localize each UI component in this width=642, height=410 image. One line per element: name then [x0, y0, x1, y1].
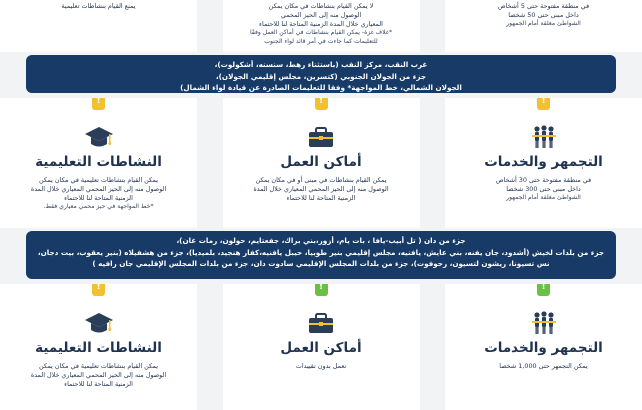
top-education-line1: يمنع القيام بنشاطات تعليمية	[61, 2, 136, 10]
bot-work-card	[223, 284, 420, 410]
top-gatherings-line2: داخل مبنى حتى 50 شخصا	[508, 11, 579, 19]
top-gatherings-card	[445, 0, 642, 52]
region-banner-2	[26, 231, 616, 279]
mid-education-line3: الزمنية المتاحة لنا للاحتماء	[64, 194, 133, 202]
bot-education-title: النشاطات التعليمية	[35, 340, 162, 356]
bot-education-line3: الزمنية المتاحة لنا للاحتماء	[64, 380, 133, 388]
mid-gatherings-line3: الشواطئ مغلقة أمام الجمهور	[506, 194, 581, 201]
bot-work-line1: نعمل بدون تقييدات	[295, 362, 347, 370]
banner1-line2: جزء من الجولان الجنوبي (كتسرين، مجلس إقليمي الجولان)،	[215, 71, 427, 81]
top-row	[0, 0, 642, 52]
bot-gatherings-title: التجمهر والخدمات	[484, 340, 603, 356]
bot-gatherings-card	[445, 284, 642, 410]
banner2-line1: جزء من دان ( تل أبيب-يافا ، بات يام، أزور،بني براك، جفعتايم، حولون، رمات غان)،	[176, 236, 466, 245]
banner1-line3: الجولان الشمالي، خط المواجهة* وفقا للتعليمات الصادرة عن قيادة لواء الشمال)	[180, 83, 462, 92]
top-work-line3: المعياري خلال المدة الزمنية المتاحة لنا للاحتماء	[259, 20, 383, 28]
top-work-line5: للتعليمات كما جاءت في أمر قائد لواء الجنوب	[264, 37, 378, 45]
briefcase-icon	[223, 311, 420, 335]
exclamation-icon	[92, 98, 105, 110]
mid-work-line1: يمكن القيام بنشاطات في مبنى أو في مكان يمكن	[255, 176, 387, 184]
mid-work-line2: الوصول منه إلى الحيز المحمي المعياري خلال المدة	[253, 185, 389, 193]
mid-education-line1: يمكن القيام بنشاطات تعليمية في مكان يمكن	[38, 176, 159, 184]
mid-row	[0, 98, 642, 228]
top-work-line1: لا يمكن القيام بنشاطات في مكان يمكن	[268, 2, 374, 10]
bot-education-line2: الوصول منه إلى الحيز المحمي المعياري خلال المدة	[30, 371, 167, 379]
exclamation-icon	[315, 98, 328, 110]
graduation-cap-icon	[0, 125, 197, 149]
banner2-line2: جزء من بلدات لخيش (أشدود، جان يفنه، بني عايش، يافنيه، مجلس إقليمي بنير طوبيا، حيبل يافنيه،كفار هنجيد، بلميديا)، جزء من هشفيلاه (بنير يعقوب، بيت دجان،	[37, 247, 605, 257]
mid-work-line3: الزمنية المتاحة لنا للاحتماء	[286, 194, 356, 202]
top-work-line2: الوصول منه إلى الحيز المحمي	[280, 11, 362, 19]
mid-education-line2: الوصول منه إلى الحيز المحمي المعياري خلال المدة	[30, 185, 167, 193]
region-banner-1	[26, 55, 616, 93]
bot-work-title: أماكن العمل	[280, 340, 362, 356]
mid-work-title: أماكن العمل	[280, 154, 362, 170]
mid-gatherings-card	[445, 98, 642, 228]
graduation-cap-icon	[0, 311, 197, 335]
exclamation-icon	[315, 284, 328, 296]
bot-education-line1: يمكن القيام بنشاطات تعليمية في مكان يمكن	[38, 362, 159, 370]
mid-work-card	[223, 98, 420, 228]
mid-education-line4: *خط المواجهة في حيز محمي معياري فقط.	[43, 203, 154, 210]
exclamation-icon	[92, 284, 105, 296]
top-gatherings-line3: الشواطئ مغلقة أمام الجمهور	[506, 20, 581, 27]
mid-education-card	[0, 98, 197, 228]
exclamation-icon	[537, 98, 550, 110]
top-work-line4: *غلاف غزة- يمكن القيام بنشاطات في أماكن العمل وفقًا	[250, 29, 392, 36]
people-icon	[445, 125, 642, 149]
bottom-row	[0, 284, 642, 410]
mid-education-title: النشاطات التعليمية	[35, 154, 162, 170]
exclamation-icon	[537, 284, 550, 296]
mid-gatherings-title: التجمهر والخدمات	[484, 154, 603, 170]
briefcase-icon	[223, 125, 420, 149]
bot-gatherings-line1: يمكن التجمهر حتى 1,000 شخصا	[499, 362, 588, 370]
top-work-card	[223, 0, 420, 52]
people-icon	[445, 311, 642, 335]
bot-education-card	[0, 284, 197, 410]
mid-gatherings-line2: داخل مبنى حتى 300 شخصا	[506, 185, 581, 193]
mid-gatherings-line1: في منطقة مفتوحة حتى 30 أشخاص	[495, 176, 592, 184]
top-education-card	[0, 0, 197, 52]
top-gatherings-line1: في منطقة مفتوحة حتى 5 أشخاص	[497, 2, 590, 10]
banner2-line3: نس تسيونا، ريشون لتسيون، رحوفوت)، جزء من بلدات المجلس الإقليمي سادوت دان، جزء من بلدات المجلس الإقليمي جان رافيه )	[92, 259, 550, 268]
banner1-line1: غرب النقب، مركز النقب (باستثناء رهط، سنسنه، أشكولوت)،	[214, 60, 428, 69]
